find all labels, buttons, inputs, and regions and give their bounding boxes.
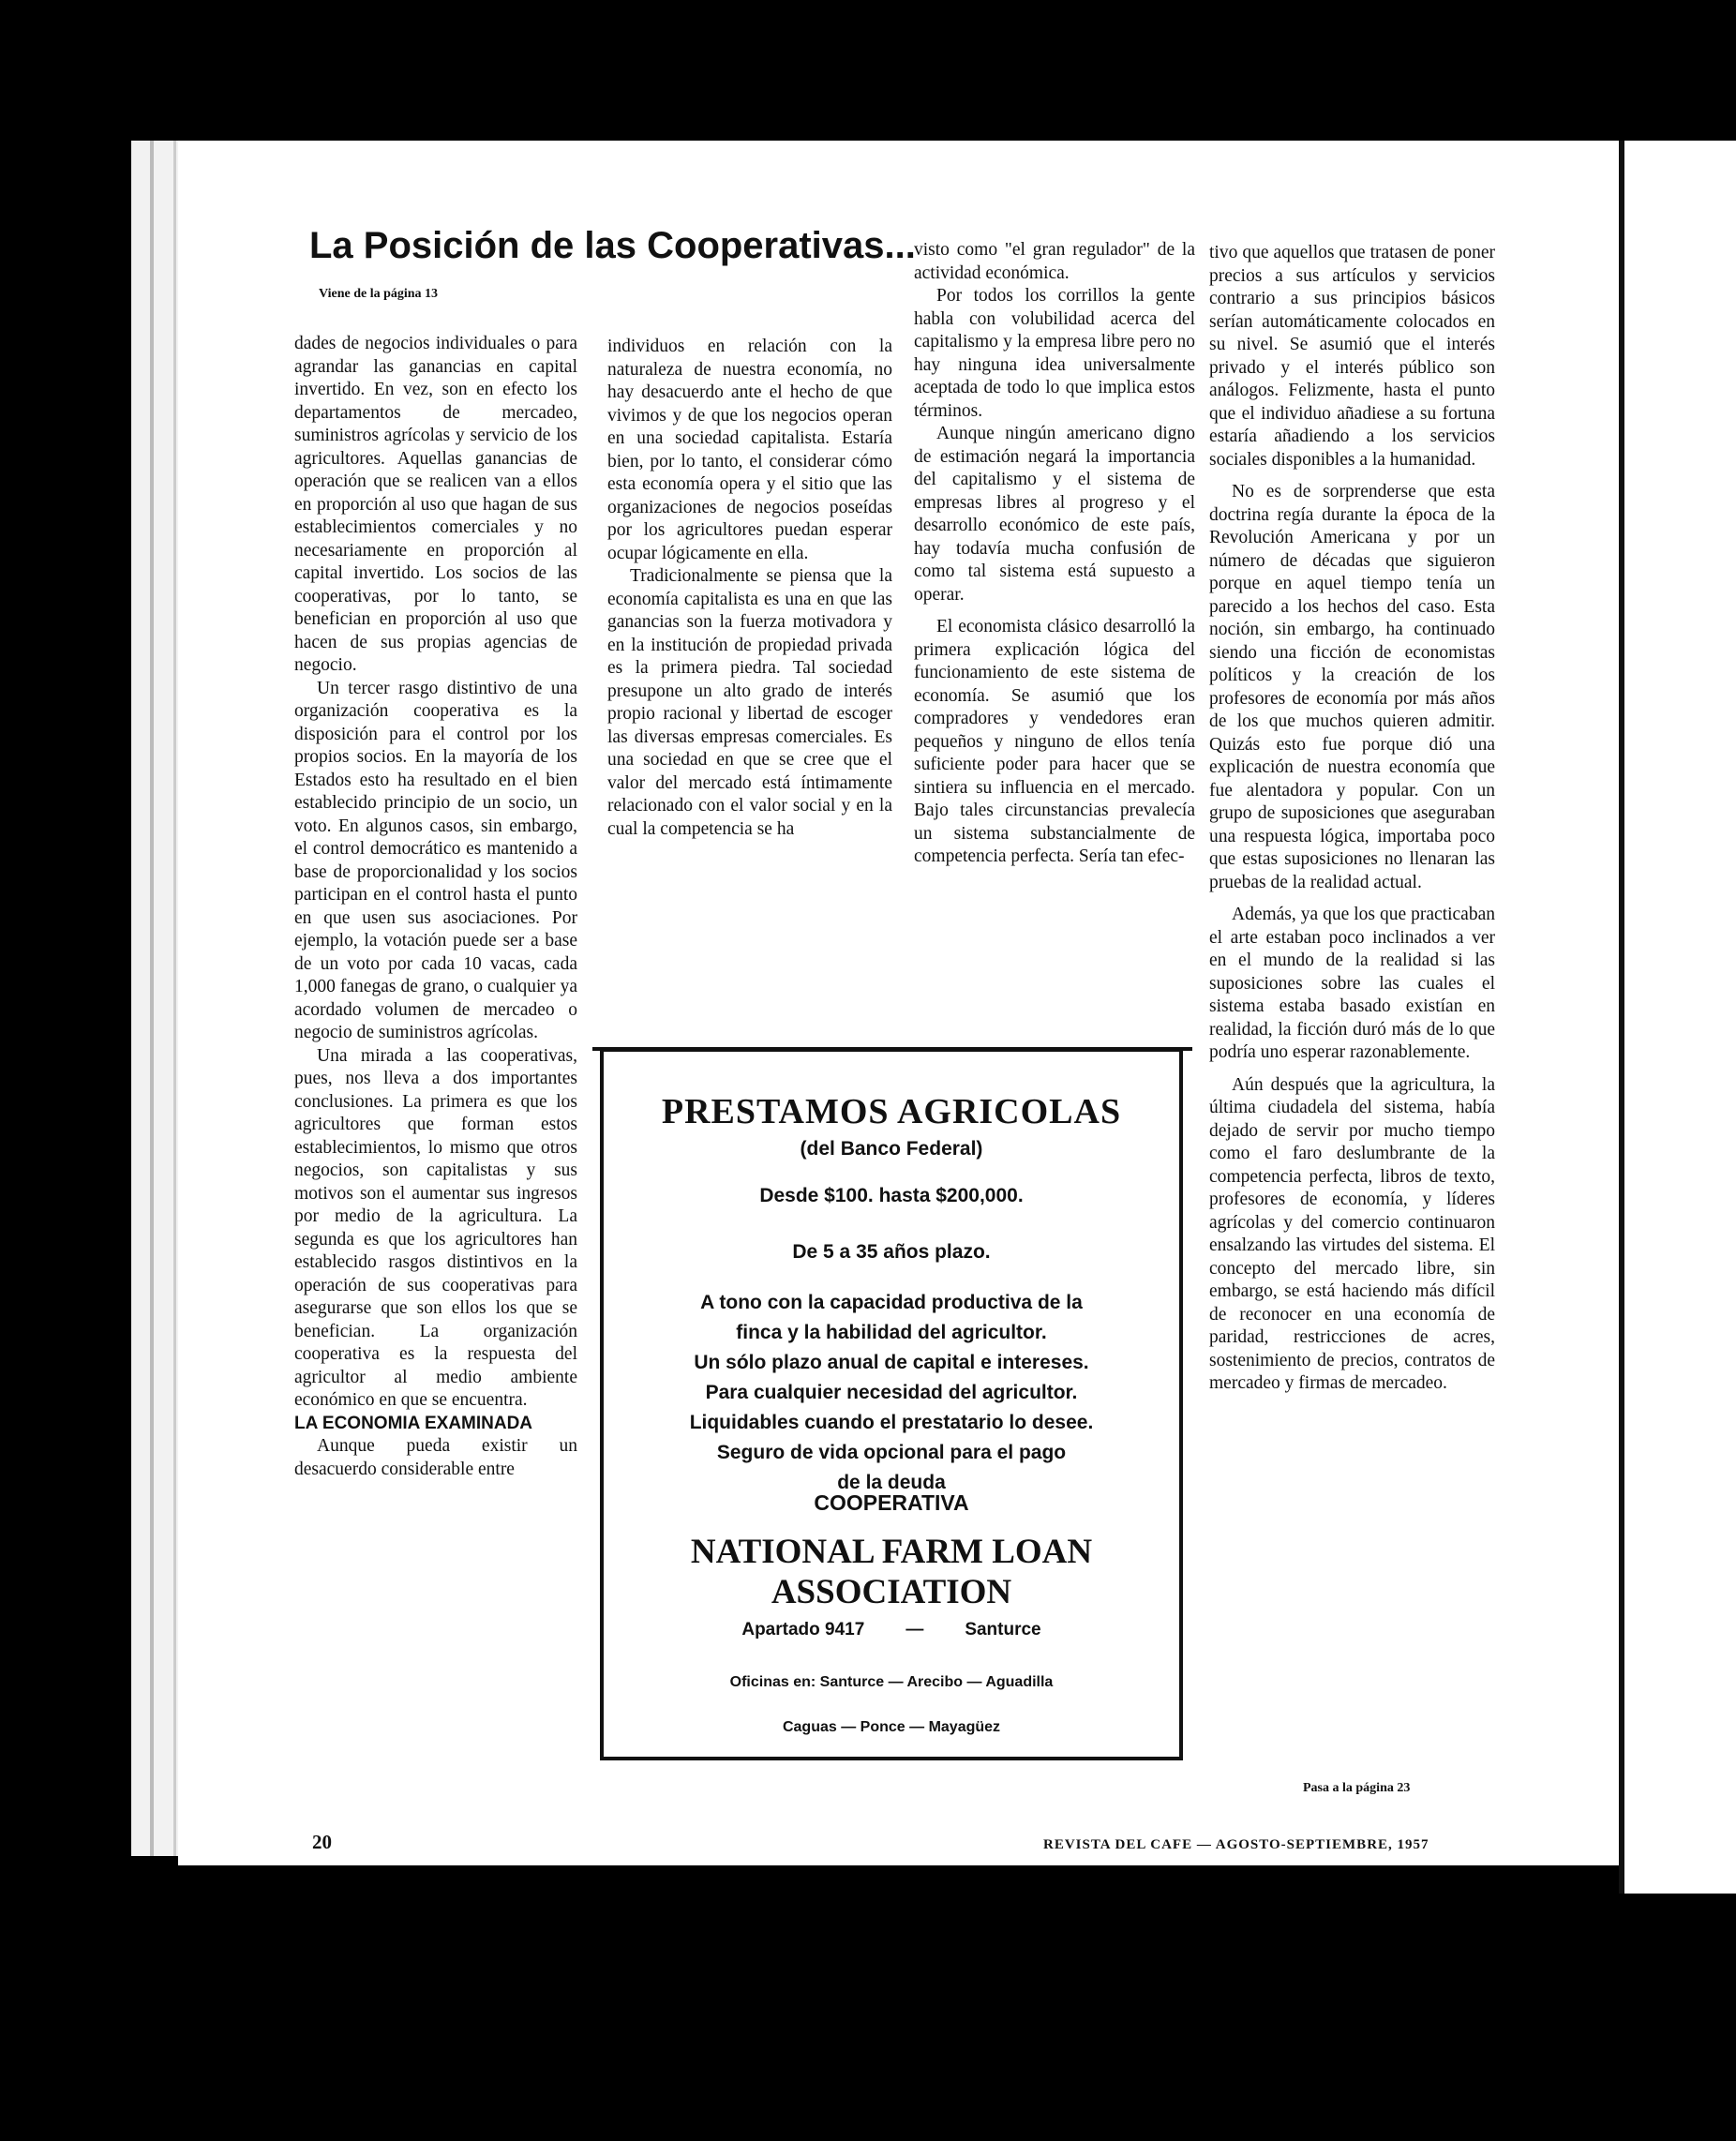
- col1-paragraph-4: Aunque pueda existir un desacuerdo considerable entre: [294, 1436, 577, 1479]
- ad-benefit-line: finca y la habilidad del agricultor.: [736, 1322, 1047, 1343]
- ad-address: [604, 1620, 1179, 1640]
- col1-paragraph-1: dades de negocios individuales o para agrandar las ganancias en capital invertido. En vez, son en efecto los departamentos de mercadeo, suministros agrícolas y servicio de los agricultores. Aquellas ganancias de operación que se realicen van a ellos en proporción al uso que hagan de sus establecimientos comerciales y no necesariamente en proporción al capital invertido. Los socios de las cooperativas, por lo tanto, se benefician en proporción al uso que hacen de sus propias agencias de negocio.: [294, 334, 577, 675]
- column-2: [607, 336, 892, 841]
- ad-city: Santurce: [965, 1620, 1041, 1639]
- ad-benefit-line: Liquidables cuando el prestatario lo desee.: [689, 1412, 1094, 1433]
- col4-paragraph-3: Además, ya que los que practicaban el arte estaban poco inclinados a ver en el mundo de la realidad si las suposiciones sobre las cuales el sistema estaba basado existían en realidad, la ficción duró más de lo que podría uno esperar razonablemente.: [1209, 905, 1495, 1062]
- loan-advertisement: [600, 1048, 1183, 1760]
- column-3: [914, 239, 1195, 869]
- ad-apartado: Apartado 9417: [741, 1620, 865, 1639]
- section-subheading: LA ECONOMIA EXAMINADA: [294, 1413, 533, 1433]
- column-1: [294, 333, 577, 1481]
- page-number: 20: [312, 1831, 332, 1853]
- ad-benefit-line: Para cualquier necesidad del agricultor.: [705, 1382, 1078, 1403]
- ad-cooperativa-label: COOPERATIVA: [814, 1490, 969, 1515]
- ad-benefits: [604, 1288, 1179, 1498]
- page-footer: REVISTA DEL CAFE — AGOSTO-SEPTIEMBRE, 1957: [1043, 1837, 1429, 1852]
- ad-benefit-line: de la deuda: [837, 1472, 946, 1493]
- ad-subtitle: (del Banco Federal): [800, 1138, 983, 1160]
- ad-association-name: NATIONAL FARM LOAN ASSOCIATION: [690, 1533, 1093, 1611]
- column-4: [1209, 242, 1495, 1396]
- col2-paragraph-1: individuos en relación con la naturaleza de nuestra economía, no hay desacuerdo ante el hecho de que vivimos y de que los negocios operan en una sociedad capitalista. Estaría bien, por lo tanto, el considerar cómo esta economía opera y el sitio que las organizaciones de negocios poseídas por los agricultores puedan esperar ocupar lógicamente en ella.: [607, 337, 892, 563]
- ad-offices-2: Caguas — Ponce — Mayagüez: [782, 1719, 1001, 1735]
- ad-amount-range: Desde $100. hasta $200,000.: [759, 1185, 1024, 1206]
- col2-paragraph-2: Tradicionalmente se piensa que la economía capitalista es una en que las ganancias son la fuerza motivadora y en la institución de propiedad privada es la primera piedra. Tal sociedad presupone un alto grado de interés propio racional y libertad de escoger las diversas empresas comerciales. Es una sociedad en que se cree que el valor del mercado está íntimamente relacionado con el valor social y en la cual la competencia se ha: [607, 566, 892, 839]
- ad-benefit-line: A tono con la capacidad productiva de la: [700, 1292, 1083, 1313]
- col1-paragraph-3: Una mirada a las cooperativas, pues, nos lleva a dos importantes conclusiones. La primera es que los agricultores que forman estos establecimientos, lo mismo que otros negocios, son capitalistas y sus motivos son el aumentar sus ingresos por medio de la agricultura. La segunda es que los agricultores han establecido rasgos distintivos en la operación de sus cooperativas para asegurarse que son ellos los que se benefician. La organización cooperativa es la respuesta del agricultor al medio ambiente económico en que se encuentra.: [294, 1045, 577, 1410]
- ad-benefit-line: Seguro de vida opcional para el pago: [716, 1442, 1067, 1463]
- adjacent-page-edge: [1624, 141, 1736, 1894]
- col3-paragraph-3: Aunque ningún americano digno de estimación negará la importancia del capitalismo y el sistema de empresas libres al progreso y el desarrollo económico de este país, hay todavía mucha confusión de como tal sistema está supuesto a operar.: [914, 424, 1195, 605]
- col3-paragraph-2: Por todos los corrillos la gente habla con volubilidad acerca del capitalismo y la empresa libre pero no hay ninguna idea universalmente aceptada de todo lo que implica estos términos.: [914, 286, 1195, 421]
- col1-paragraph-2: Un tercer rasgo distintivo de una organización cooperativa es la disposición para el control por los propios socios. En la mayoría de los Estados esto ha resultado en el bien establecido principio de un socio, un voto. En algunos casos, sin embargo, el control democrático es mantenido a base de proporcionalidad y los socios participan en el control hasta el punto en que usen sus asociaciones. Por ejemplo, la votación puede ser a base de un voto por cada 10 vacas, cada 1,000 fanegas de grano, o cualquier ya acordado volumen de mercadeo o negocio de suministros agrícolas.: [294, 678, 577, 1042]
- col4-paragraph-2: No es de sorprenderse que esta doctrina regía durante la época de la Revolución Americana y por un número de décadas que siguieron porque en aquel tiempo tenía un parecido a los hechos del caso. Esta noción, sin embargo, ha continuado siendo una ficción de economistas políticos y la creación de los profesores de economía por más años de los que muchos quieren admitir. Quizás esto fue porque dió una explicación de nuestra economía que fue alentadora y popular. Con un grupo de suposiciones que aseguraban una respuesta lógica, importaba poco que estas suposiciones no llenaran las pruebas de la realidad actual.: [1209, 482, 1495, 892]
- col3-paragraph-4: El economista clásico desarrolló la primera explicación lógica del funcionamiento de este sistema de economía. Se asumió que los compradores y vendedores eran pequeños y ninguno de ellos tenía suficiente poder para hacer que se sintiera su influencia en el mercado. Bajo tales circunstancias prevalecía un sistema substancialmente de competencia perfecta. Sería tan efec-: [914, 617, 1195, 866]
- ad-title: PRESTAMOS AGRICOLAS: [661, 1092, 1122, 1131]
- ad-benefit-line: Un sólo plazo anual de capital e intereses.: [694, 1352, 1089, 1373]
- continued-to-note: Pasa a la página 23: [1303, 1781, 1411, 1795]
- article-headline: La Posición de las Cooperativas...: [309, 225, 916, 266]
- ad-term: De 5 a 35 años plazo.: [792, 1241, 991, 1263]
- continued-from-note: Viene de la página 13: [319, 287, 439, 301]
- col4-paragraph-4: Aún después que la agricultura, la última ciudadela del sistema, había dejado de servir por mucho tiempo como el faro deslumbrante de la competencia perfecta, libros de texto, profesores de economía, y líderes agrícolas y del comercio continuaron ensalzando las virtudes del sistema. El concepto del mercado libre, sin embargo, se está haciendo más difícil de reconocer en una economía de paridad, restricciones de acres, sostenimiento de precios, contratos de mercadeo y firmas de mercadeo.: [1209, 1074, 1495, 1393]
- ad-offices: Oficinas en: Santurce — Arecibo — Aguadilla: [729, 1674, 1054, 1690]
- ad-address-dash: —: [905, 1620, 924, 1639]
- col4-paragraph-1: tivo que aquellos que tratasen de poner precios a sus artículos y servicios contrario a sus principios básicos serían automáticamente colocados en su nivel. Se asumió que el interés privado y el interés público son análogos. Felizmente, hasta el punto que el individuo añadiese a su fortuna estaría añadiendo a los servicios sociales disponibles a la humanidad.: [1209, 243, 1495, 470]
- col3-paragraph-1: visto como "el gran regulador" de la actividad económica.: [914, 240, 1195, 283]
